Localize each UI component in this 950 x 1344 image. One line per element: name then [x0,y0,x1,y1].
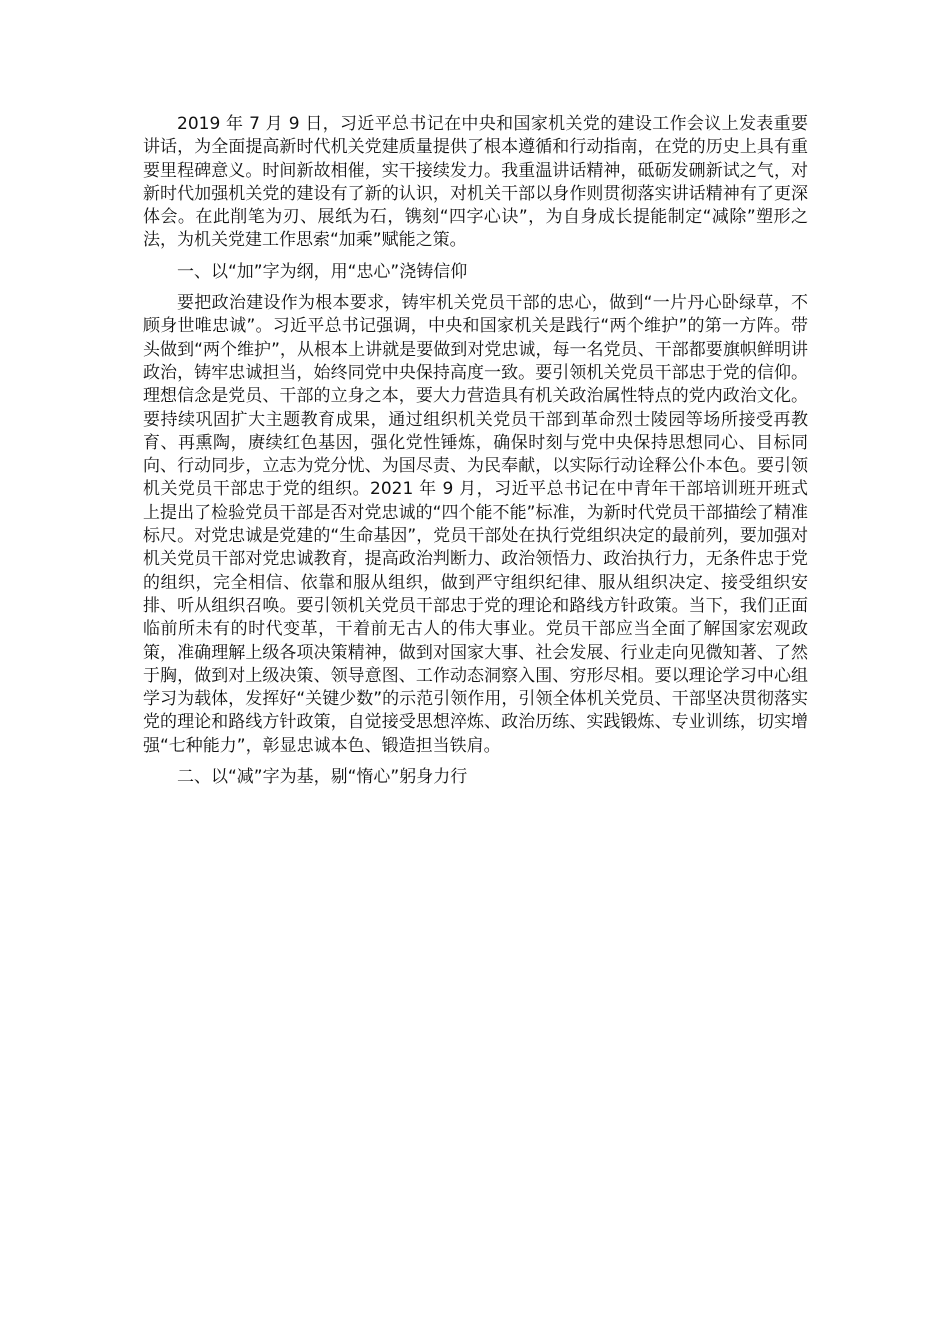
section-1-paragraph: 要把政治建设作为根本要求，铸牢机关党员干部的忠心，做到“一片丹心卧绿草，不顾身世唯忠诚”。习近平总书记强调，中央和国家机关是践行“两个维护”的第一方阵。带头做到“两个维护”，从根本上讲就是要做到对党忠诚，每一名党员、干部都要旗帜鲜明讲政治，铸牢忠诚担当，始终同党中央保持高度一致。要引领机关党员干部忠于党的信仰。理想信念是党员、干部的立身之本，要大力营造具有机关政治属性特点的党内政治文化。要持续巩固扩大主题教育成果，通过组织机关党员干部到革命烈士陵园等场所接受再教育、再熏陶，赓续红色基因，强化党性锤炼，确保时刻与党中央保持思想同心、目标同向、行动同步，立志为党分忧、为国尽责、为民奉献，以实际行动诠释公仆本色。要引领机关党员干部忠于党的组织。2021 年 9 月，习近平总书记在中青年干部培训班开班式上提出了检验党员干部是否对党忠诚的“四个能不能”标准，为新时代党员干部描绘了精准标尺。对党忠诚是党建的“生命基因”，党员干部处在执行党组织决定的最前列，要加强对机关党员干部对党忠诚教育，提高政治判断力、政治领悟力、政治执行力，无条件忠于党的组织，完全相信、依靠和服从组织，做到严守组织纪律、服从组织决定、接受组织安排、听从组织召唤。要引领机关党员干部忠于党的理论和路线方针政策。当下，我们正面临前所未有的时代变革，干着前无古人的伟大事业。党员干部应当全面了解国家宏观政策，准确理解上级各项决策精神，做到对国家大事、社会发展、行业走向见微知著、了然于胸，做到对上级决策、领导意图、工作动态洞察入围、穷形尽相。要以理论学习中心组学习为载体，发挥好“关键少数”的示范引领作用，引领全体机关党员、干部坚决贯彻落实党的理论和路线方针政策，自觉接受思想淬炼、政治历练、实践锻炼、专业训练，切实增强“七种能力”，彰显忠诚本色、锻造担当铁肩。 [143,293,808,756]
intro-paragraph: 2019 年 7 月 9 日，习近平总书记在中央和国家机关党的建设工作会议上发表重要讲话，为全面提高新时代机关党建质量提供了根本遵循和行动指南，在党的历史上具有重要里程碑意义。时间新故相催，实干接续发力。我重温讲话精神，砥砺发硎新试之气，对新时代加强机关党的建设有了新的认识，对机关干部以身作则贯彻落实讲话精神有了更深体会。在此削笔为刃、展纸为石，镌刻“四字心诀”，为自身成长提能制定“减除”塑形之法，为机关党建工作思索“加乘”赋能之策。 [143,114,808,251]
section-2-heading: 二、以“减”字为基，剔“惰心”躬身力行 [177,767,468,788]
document-body [143,113,808,797]
section-1-heading: 一、以“加”字为纲，用“忠心”浇铸信仰 [177,261,468,282]
